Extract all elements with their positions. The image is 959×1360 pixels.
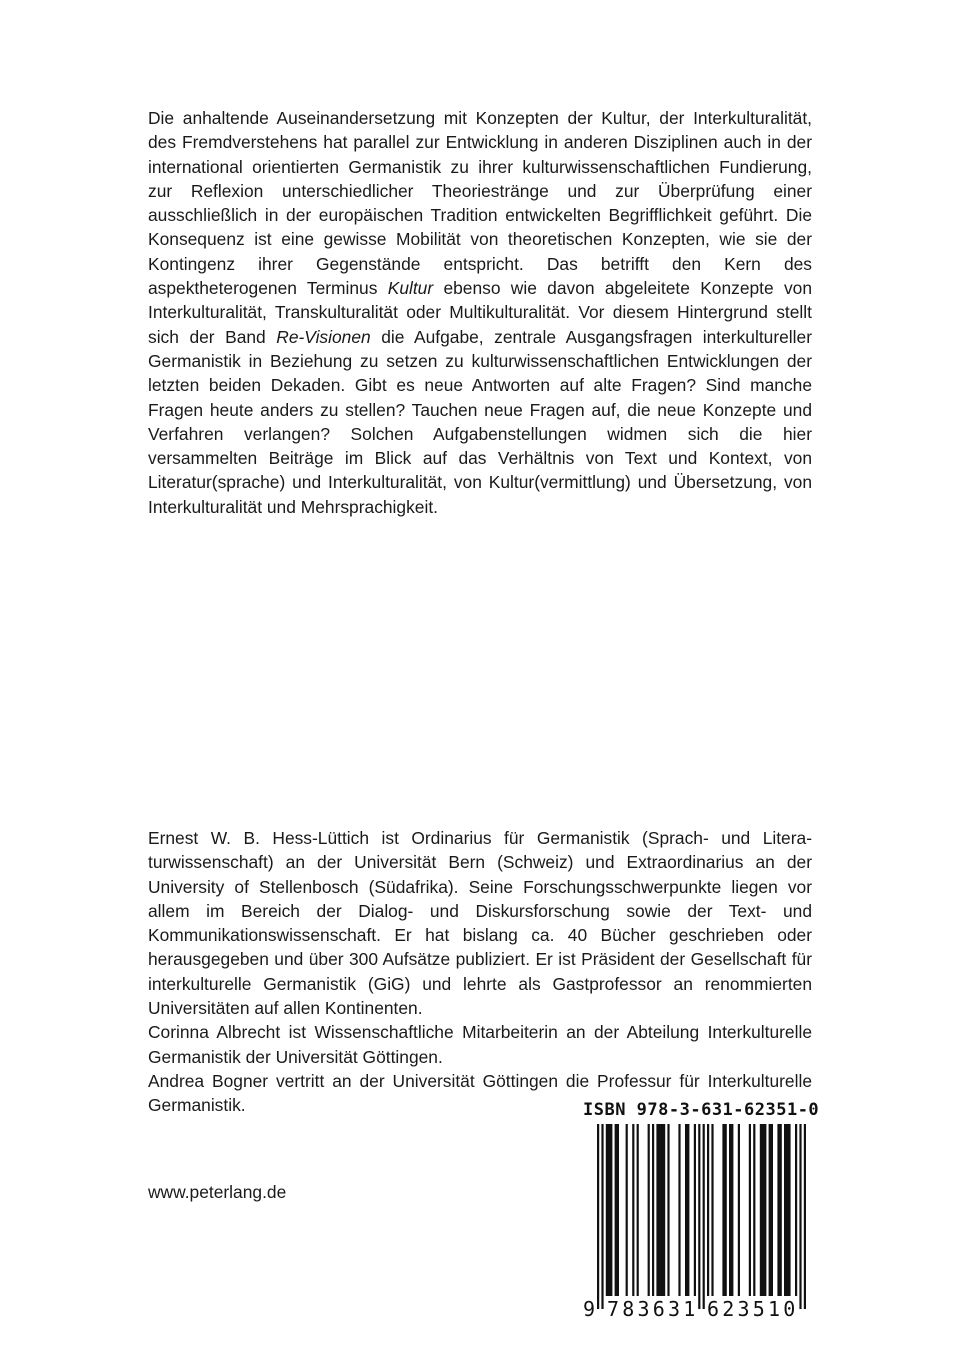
barcode-bar <box>777 1124 781 1296</box>
book-description <box>148 106 812 519</box>
author-bio-albrecht: Corinna Albrecht ist Wissenschaftliche Mitarbeiterin an der Abteilung Interkulturelle Germanistik der Universität Göttingen. <box>148 1022 812 1067</box>
barcode-bar <box>667 1124 669 1296</box>
description-text-3: die Aufgabe, zentrale Ausgangsfragen interkultureller Germanistik in Beziehung zu setzen zu kulturwissenschaftlichen Entwicklungen der letzten beiden Dekaden. Gibt es neue Antworten auf alte Fragen? Sind manche Fragen heute anders zu stellen? Tauchen neue Fragen auf, die neue Konzepte und Verfahren verlangen? Solchen Aufgabenstellungen widmen sich die hier versammelten Beiträge im Blick auf das Verhältnis von Text und Kontext, von Literatur(sprache) und Interkulturalität, von Kultur(vermittlung) und Übersetzung, von Interkulturalität und Mehrsprachigkeit. <box>148 326 812 517</box>
description-text-2: ebenso wie davon abgeleitete Konzepte von Interkulturalität, Transkulturalität oder Multikulturalität. Vor diesem Hintergrund stellt sich der Band <box>148 278 813 347</box>
description-text-1: Die anhaltende Auseinandersetzung mit Konzepten der Kultur, der Interkulturalität, des Fremdverstehens hat parallel zur Entwicklung in anderen Disziplinen auch in der international orientierten Germanistik zu ihrer kulturwissenschaftlichen Fundierung, zur Reflexion unterschiedlicher Theoriestränge und zur Überprüfung einer ausschließlich in der europäischen Tradition entwickelten Begrifflichkeit geführt. Die Konsequenz ist eine gewisse Mobilität von theoretischen Konzepten, wie sie der Kontingenz ihrer Gegenstände entspricht. Das betrifft den Kern des aspektheterogenen Terminus <box>148 108 812 299</box>
barcode-bar <box>632 1124 634 1296</box>
barcode-guard-bar <box>799 1124 801 1309</box>
barcode-bar <box>738 1124 740 1296</box>
barcode-guard-bar <box>698 1124 700 1309</box>
barcode-bar <box>784 1124 791 1296</box>
barcode-bar <box>769 1124 773 1296</box>
barcode-bar <box>749 1124 751 1296</box>
barcode-bar <box>626 1124 628 1296</box>
barcode-bar <box>707 1124 709 1296</box>
barcode-bar <box>753 1124 755 1296</box>
barcode-bar <box>637 1124 639 1296</box>
barcode-bar <box>722 1124 726 1296</box>
barcode-bar <box>760 1124 767 1296</box>
author-bios <box>148 826 812 1118</box>
term-kultur: Kultur <box>387 278 434 299</box>
isbn-barcode <box>583 1124 815 1309</box>
barcode-bar <box>685 1124 689 1296</box>
barcode-bar <box>711 1124 713 1296</box>
barcode-bar <box>795 1124 797 1296</box>
barcode-left-digits: 783631 <box>607 1297 699 1321</box>
author-bio-bogner: Andrea Bogner vertritt an der Universität Göttingen die Professur für Interkulturelle Germanistik. <box>148 1070 812 1116</box>
barcode-bar <box>615 1124 619 1296</box>
barcode-guard-bar <box>601 1124 603 1309</box>
barcode-bar <box>648 1124 650 1296</box>
barcode-digits <box>583 1297 815 1323</box>
barcode-bar <box>656 1124 665 1296</box>
book-title-revisionen: Re-Visionen <box>276 326 371 347</box>
barcode-guard-bar <box>804 1124 806 1309</box>
barcode-guard-bar <box>597 1124 599 1309</box>
barcode-bar <box>694 1124 696 1296</box>
barcode-guard-bar <box>703 1124 705 1309</box>
publisher-url[interactable]: www.peterlang.de <box>148 1182 287 1202</box>
barcode-bar <box>678 1124 680 1296</box>
isbn-label: ISBN 978-3-631-62351-0 <box>583 1100 820 1120</box>
author-bio-hess-luettich: Ernest W. B. Hess-Lüttich ist Ordinarius für Germanistik (Sprach- und Literaturwissenschaft) an der Universität Bern (Schweiz) und Extraordinarius an der University of Stellenbosch (Südafrika). Seine Forschungsschwerpunkte liegen vor allem im Bereich der Dialog- und Diskursforschung sowie der Text- und Kommunikationswissenschaft. Er hat bislang ca. 40 Bücher geschrieben oder herausgegeben und über 300 Aufsätze publiziert. Er ist Präsident der Gesellschaft für interkulturelle Germanistik (GiG) und lehrte als Gastprofessor an renommierten Universitäten auf allen Kontinenten. <box>148 828 812 1019</box>
barcode-right-digits: 623510 <box>707 1297 799 1321</box>
barcode-bar <box>652 1124 654 1296</box>
barcode-first-digit: 9 <box>583 1297 596 1321</box>
barcode-bar <box>729 1124 733 1296</box>
barcode-bar <box>606 1124 613 1296</box>
